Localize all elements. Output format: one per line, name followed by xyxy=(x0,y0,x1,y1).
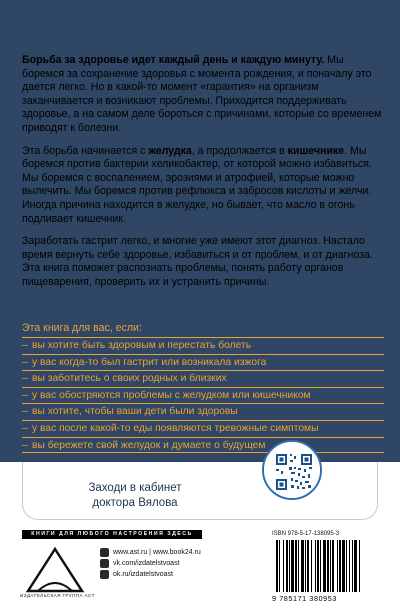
ok-link[interactable]: ok.ru/izdatelstvoast xyxy=(100,569,240,580)
publisher-logo xyxy=(22,545,88,593)
publisher-links xyxy=(100,547,240,580)
publisher-caption: ИЗДАТЕЛЬСКАЯ ГРУППА АСТ xyxy=(20,593,95,598)
paragraph-2-part-c: . Мы боремся против бактерии хеликобактер, от которой можно избавиться. Мы боремся с воспалением, эрозиями и атрофией, которые можно вылечить. Мы боремся против рефлюкса и забросов кислоты и желчи. Иногда причина находится в желудке, но бывает, что масло в огонь подливает кишечник. xyxy=(22,144,372,225)
paragraph-2-part-a: Эта борьба начинается с xyxy=(22,144,149,157)
paragraph-1: Мы боремся за сохранение здоровья с момента рождения, и поначалу это дается легко. Но в какой-то момент «гарантия» на организм заканчивается и возникают проблемы. Приходится поддерживать здоровье, а на самом деле бороться с причинами, которые со временем приводят к болезни. xyxy=(22,54,382,134)
publisher-slogan: КНИГИ ДЛЯ ЛЮБОГО НАСТРОЕНИЯ ЗДЕСЬ xyxy=(22,530,202,539)
paragraph-2 xyxy=(22,145,382,227)
bullet-icon: – xyxy=(22,389,28,401)
promo-text xyxy=(60,481,210,511)
qr-code-icon[interactable] xyxy=(262,440,322,500)
lead-sentence: Борьба за здоровье идет каждый день и каждую минуту. xyxy=(22,54,325,66)
annotation-text xyxy=(22,54,382,299)
promo-line-2: доктора Вялова xyxy=(92,497,178,509)
list-item: – у вас обостряются проблемы с желудком или кишечником xyxy=(22,387,384,404)
bullet-icon: – xyxy=(22,373,28,385)
bullet-icon: – xyxy=(22,340,28,351)
list-item: – вы хотите быть здоровым и перестать болеть xyxy=(22,337,384,354)
globe-icon xyxy=(100,548,109,557)
website-link[interactable]: www.ast.ru | www.book24.ru xyxy=(100,547,240,558)
bullet-icon: – xyxy=(22,406,28,418)
vk-icon xyxy=(100,559,109,568)
stomach-emphasis: желудка xyxy=(148,144,192,157)
list-item: – у вас когда-то был гастрит или возникала изжога xyxy=(22,354,384,371)
paragraph-2-part-b: , а продолжается в xyxy=(191,144,288,157)
bowel-emphasis: кишечнике xyxy=(287,144,345,157)
bullet-icon: – xyxy=(22,439,28,451)
list-item: – вы хотите, чтобы ваши дети были здоровы xyxy=(22,403,384,420)
audience-list-title: Эта книга для вас, если: xyxy=(22,322,142,334)
bullet-icon: – xyxy=(22,356,28,368)
barcode-icon xyxy=(272,540,380,596)
audience-list xyxy=(22,337,384,453)
barcode-digits: 9 785171 380953 xyxy=(272,594,337,603)
ok-icon xyxy=(100,570,109,579)
list-item: – вы заботитесь о своих родных и близких xyxy=(22,370,384,387)
list-item: – вы бережете свой желудок и думаете о будущем xyxy=(22,437,384,454)
isbn: ISBN 978-5-17-138095-3 xyxy=(272,531,340,537)
list-item: – у вас после какой-то еды появляются тревожные симптомы xyxy=(22,420,384,437)
paragraph-3: Заработать гастрит легко, и многие уже имеют этот диагноз. Настало время вернуть себе здоровье, избавиться и от проблем, и от диагноза. Эта книга поможет распознать проблемы, понять работу органов пищеварения, проверить их и устранить причины. xyxy=(22,235,373,288)
bullet-icon: – xyxy=(22,422,28,434)
vk-link[interactable]: vk.com/izdatelstvoast xyxy=(100,558,240,569)
promo-line-1: Заходи в кабинет xyxy=(88,482,182,494)
